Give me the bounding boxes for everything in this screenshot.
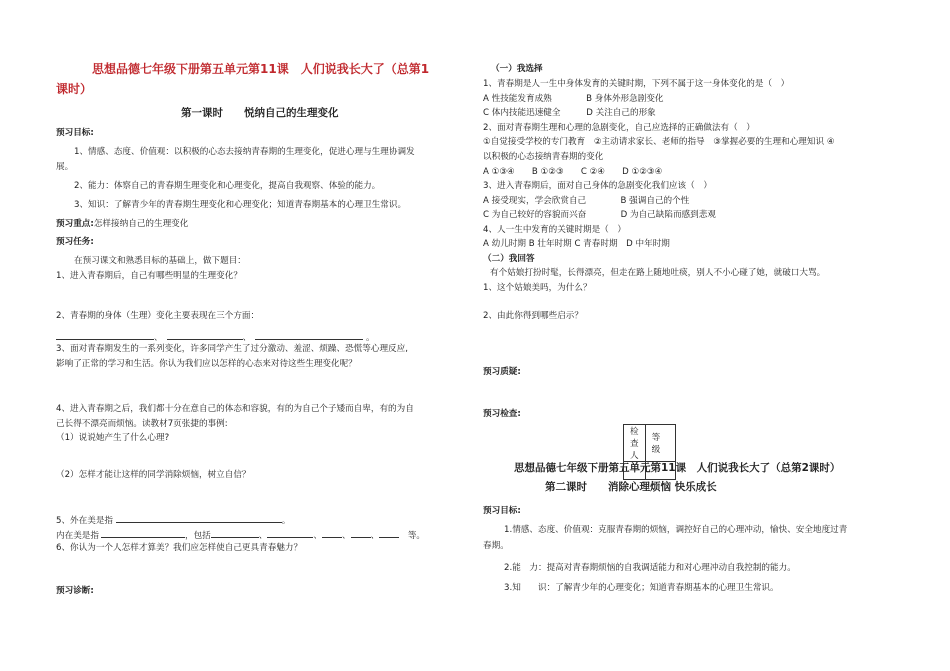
question-6: 6、你认为一个人怎样才算美？我们应怎样使自己更具青春魅力？ [56, 543, 303, 553]
q5-inner-label: 内在美是指 [56, 531, 99, 541]
goal2-1-line2: 春期。 [483, 541, 509, 551]
choice-4-stem: 4、人一生中发育的关键时期是（ ） [483, 225, 626, 235]
lesson1-subtitle: 第一课时 悦纳自己的生理变化 [181, 107, 339, 119]
question-3-line1: 3、面对青春期发生的一系列变化，许多同学产生了过分激动、羞涩、烦躁、恐慌等心理反应, [56, 344, 408, 354]
question-1: 1、进入青春期后，自己有哪些明显的生理变化？ [56, 271, 242, 281]
lesson2-title: 思想品德七年级下册第五单元第11课 人们说我长大了（总第2课时） [514, 462, 841, 474]
goal-2: 2、能力：体察自己的青春期生理变化和心理变化，提高自我观察、体验的能力。 [74, 181, 381, 191]
lesson2-subtitle: 第二课时 消除心理烦恼 快乐成长 [545, 481, 717, 493]
answer-blank[interactable] [167, 330, 243, 340]
question-4-line2: 己长得不漂亮而烦恼。读教材7页张捷的事例: [56, 419, 228, 429]
choice-3-options-cd: C 为自己较好的容貌而兴奋 D 为自己缺陷而感到悲观 [483, 210, 716, 220]
answer-question-2: 2、由此你得到哪些启示？ [483, 311, 583, 321]
check-label: 预习检查: [483, 409, 521, 419]
answer-blank[interactable] [56, 330, 154, 340]
lesson1-title-line1: 思想品德七年级下册第五单元第11课 人们说我长大了（总第1 [92, 62, 430, 76]
task-label: 预习任务: [56, 237, 94, 247]
doubt-label: 预习质疑: [483, 367, 521, 377]
key-point [56, 218, 188, 230]
diagnosis-label: 预习诊断: [56, 586, 94, 596]
choice-1-options-ab: A 性技能发育成熟 B 身体外形急剧变化 [483, 94, 664, 104]
choice-1-options-cd: C 体内技能迅速健全 D 关注自己的形象 [483, 108, 656, 118]
question-2: 2、青春期的身体（生理）变化主要表现在三个方面： [56, 311, 260, 321]
goal-1-line1: 1、情感、态度、价值观：以积极的心态去接纳青春期的生理变化，促进心理与生理协调发 [74, 147, 415, 157]
goals-label: 预习目标: [56, 128, 94, 138]
goals2-label: 预习目标: [483, 506, 521, 516]
question-2-blanks: 、 、 。 [56, 330, 375, 344]
choice-2-options: A ①③④ B ①②③ C ②④ D ①②③④ [483, 167, 663, 177]
choice-4-options: A 幼儿时期 B 壮年时期 C 青春时期 D 中年时期 [483, 239, 670, 249]
question-3-line2: 影响了正常的学习和生活。你认为我们应以怎样的心态来对待这些生理变化呢？ [56, 359, 357, 369]
q5-include-label: ，包括 [184, 531, 211, 541]
choice-2-items: ①自觉接受学校的专门教育 ②主动请求家长、老师的指导 ③掌握必要的生理和心理知识 ④ [483, 137, 835, 147]
story-text: 有个姑娘打扮时髦，长得漂亮，但走在路上随地吐痰，别人不小心碰了她，就破口大骂。 [490, 268, 826, 278]
check-table-row [624, 425, 676, 462]
answer-blank[interactable] [322, 528, 342, 538]
checker-header: 检查人 [624, 425, 646, 462]
choice-1-stem: 1、青春期是人一生中身体发育的关键时期，下列不属于这一身体变化的是（ ） [483, 79, 790, 89]
choice-3-stem: 3、进入青春期后，面对自己身体的急剧变化我们应该（ ） [483, 181, 712, 191]
grade-header: 等 级 [645, 425, 675, 462]
key-label: 预习重点: [56, 219, 94, 229]
task-intro: 在预习课文和熟悉目标的基础上，做下题目： [74, 256, 246, 266]
question-4-2: （2）怎样才能让这样的同学消除烦恼，树立自信？ [56, 470, 251, 480]
goal-1-line2: 展。 [56, 162, 74, 172]
answer-blank[interactable] [101, 528, 185, 538]
question-4-1: （1）说说她产生了什么心理? [56, 433, 170, 443]
section-answer: （二）我回答 [483, 254, 535, 264]
goal2-1-line1: 1.情感、态度、价值观：克服青春期的烦恼，调控好自己的心理冲动，愉快、安全地度过青 [504, 525, 848, 535]
answer-blank[interactable] [351, 528, 371, 538]
answer-blank[interactable] [211, 528, 259, 538]
answer-question-1: 1、这个姑娘美吗，为什么？ [483, 283, 592, 293]
answer-blank[interactable] [379, 528, 399, 538]
question-5-line2: 内在美是指 ，包括 、 、 、 、 等。 [56, 528, 425, 542]
question-5-line1: 5、外在美是指 。 [56, 513, 290, 527]
question-4-line1: 4、进入青春期之后，我们都十分在意自己的体态和容貌，有的为自己个子矮而自卑，有的为自 [56, 404, 414, 414]
choice-2-stem: 2、面对青春期生理和心理的急剧变化，自己应选择的正确做法有（ ） [483, 123, 755, 133]
choice-3-options-ab: A 接受现实，学会欣赏自己 B 强调自己的个性 [483, 196, 690, 206]
q5-end: 等。 [407, 531, 426, 541]
lesson1-title-line2: 课时） [56, 82, 93, 96]
goal2-2: 2.能 力：提高对青春期烦恼的自我调适能力和对心理冲动自我控制的能力。 [504, 563, 796, 573]
answer-blank[interactable] [255, 330, 363, 340]
key-text: 怎样接纳自己的生理变化 [93, 219, 189, 229]
goal2-3: 3.知 识：了解青少年的心理变化；知道青春期基本的心理卫生常识。 [504, 583, 779, 593]
goal-3: 3、知识：了解青少年的青春期生理变化和心理变化；知道青春期基本的心理卫生常识。 [74, 200, 407, 210]
section-choose: （一）我选择 [491, 64, 543, 74]
answer-blank[interactable] [267, 528, 313, 538]
q5-outer-label: 5、外在美是指 [56, 516, 114, 526]
answer-blank[interactable] [116, 513, 282, 523]
choice-2-items-cont: 以积极的心态接纳青春期的变化 [483, 152, 604, 162]
